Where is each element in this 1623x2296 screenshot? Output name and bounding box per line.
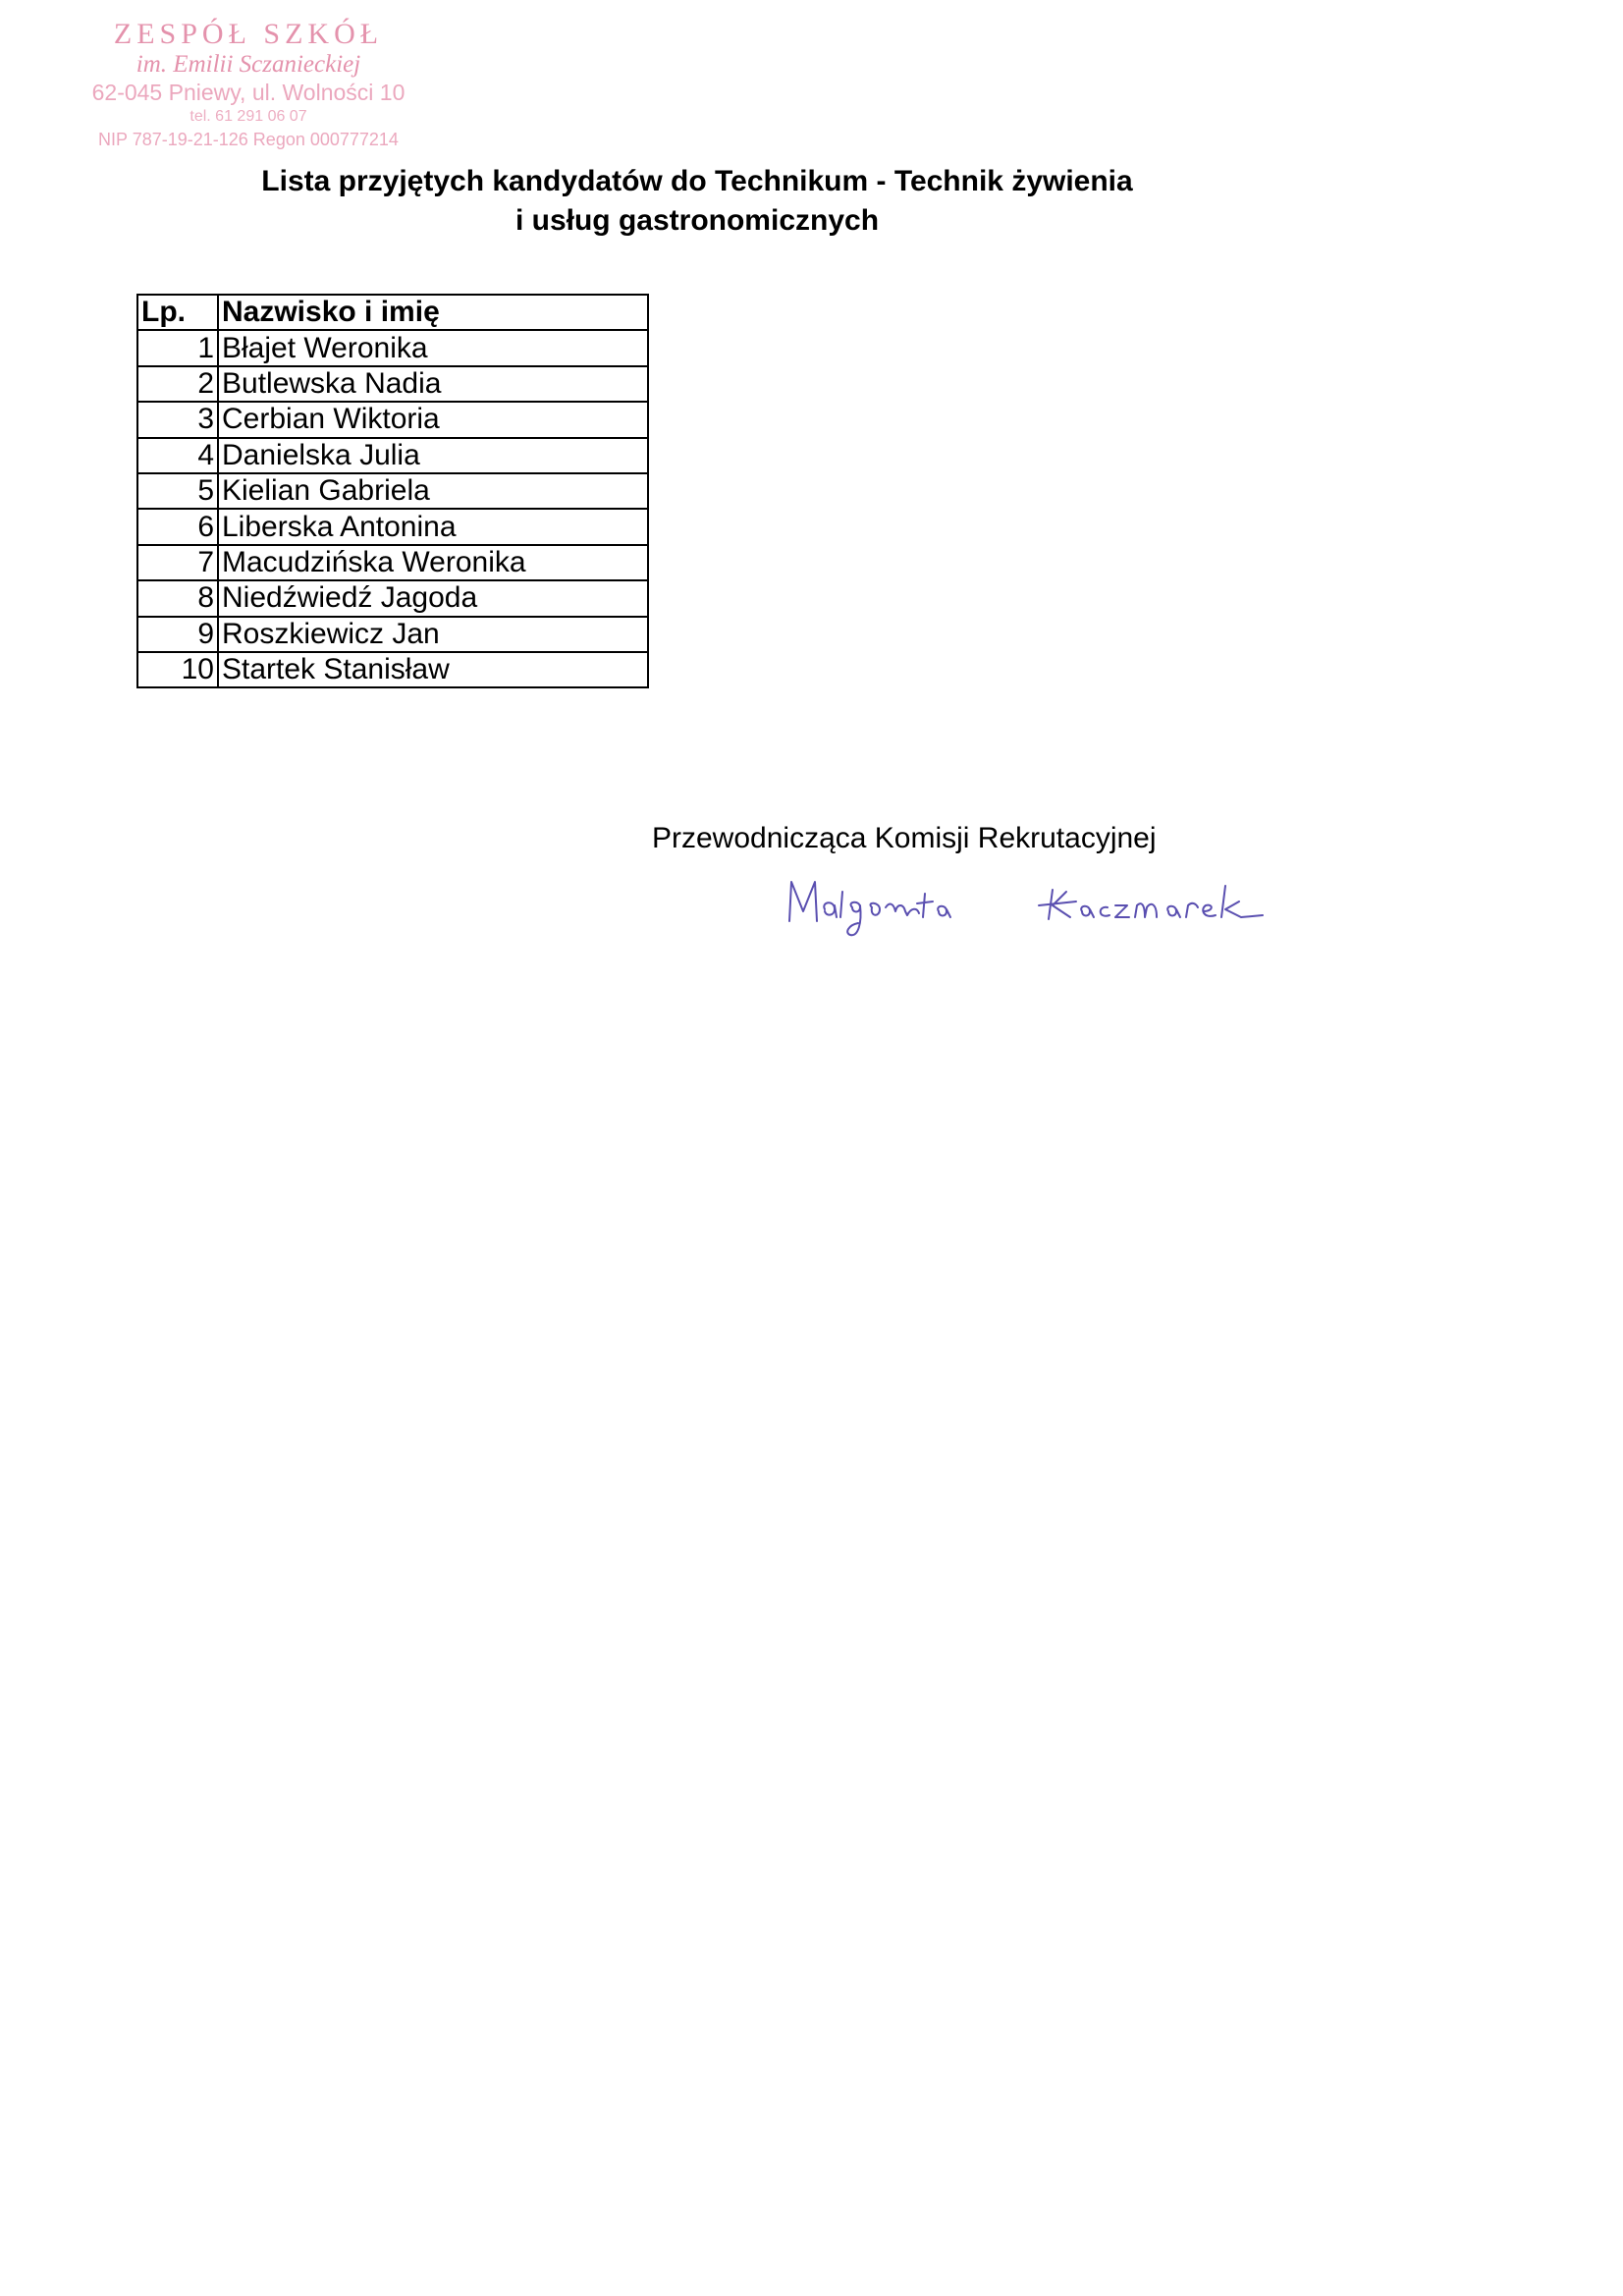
table-row bbox=[137, 617, 648, 652]
candidate-name: Butlewska Nadia bbox=[218, 366, 648, 402]
stamp-tax-ids: NIP 787-19-21-126 Regon 000777214 bbox=[98, 130, 399, 149]
row-number: 9 bbox=[137, 617, 218, 652]
school-stamp bbox=[57, 18, 440, 151]
candidate-name: Liberska Antonina bbox=[218, 509, 648, 544]
candidate-name: Błajet Weronika bbox=[218, 330, 648, 365]
header-lp: Lp. bbox=[137, 295, 218, 330]
title-line-1: Lista przyjętych kandydatów do Technikum - Technik żywienia bbox=[261, 165, 1133, 197]
document-title bbox=[0, 162, 1394, 241]
table-row bbox=[137, 366, 648, 402]
candidate-name: Niedźwiedź Jagoda bbox=[218, 580, 648, 616]
row-number: 8 bbox=[137, 580, 218, 616]
stamp-school-name: ZESPÓŁ SZKÓŁ bbox=[113, 18, 384, 50]
row-number: 4 bbox=[137, 438, 218, 473]
stamp-patron: im. Emilii Sczanieckiej bbox=[135, 51, 361, 78]
committee-chair-label: Przewodnicząca Komisji Rekrutacyjnej bbox=[652, 822, 1157, 854]
table-row bbox=[137, 330, 648, 365]
table-row bbox=[137, 580, 648, 616]
row-number: 1 bbox=[137, 330, 218, 365]
candidate-name: Kielian Gabriela bbox=[218, 473, 648, 509]
table-row bbox=[137, 473, 648, 509]
row-number: 5 bbox=[137, 473, 218, 509]
stamp-address: 62-045 Pniewy, ul. Wolności 10 bbox=[91, 80, 406, 105]
candidate-name: Danielska Julia bbox=[218, 438, 648, 473]
table-row bbox=[137, 509, 648, 544]
row-number: 3 bbox=[137, 402, 218, 437]
row-number: 2 bbox=[137, 366, 218, 402]
stamp-phone: tel. 61 291 06 07 bbox=[189, 108, 307, 125]
table-row bbox=[137, 438, 648, 473]
admitted-candidates-table bbox=[136, 294, 649, 688]
candidate-name: Cerbian Wiktoria bbox=[218, 402, 648, 437]
row-number: 6 bbox=[137, 509, 218, 544]
title-line-2: i usług gastronomicznych bbox=[514, 204, 880, 237]
table-header-row bbox=[137, 295, 648, 330]
table-row bbox=[137, 402, 648, 437]
row-number: 7 bbox=[137, 545, 218, 580]
handwritten-signature bbox=[782, 872, 1292, 951]
row-number: 10 bbox=[137, 652, 218, 687]
candidate-name: Roszkiewicz Jan bbox=[218, 617, 648, 652]
candidate-name: Startek Stanisław bbox=[218, 652, 648, 687]
table-row bbox=[137, 545, 648, 580]
candidate-name: Macudzińska Weronika bbox=[218, 545, 648, 580]
table-row bbox=[137, 652, 648, 687]
header-name: Nazwisko i imię bbox=[218, 295, 648, 330]
